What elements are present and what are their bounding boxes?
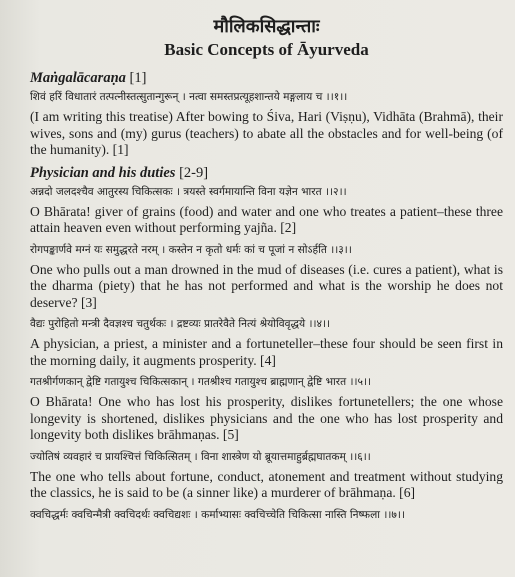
sanskrit-verse-6: ज्योतिषं व्यवहारं च प्रायश्चित्तं चिकित्सितम् । विना शास्त्रेण यो ब्रूयात्तमाहुर्ब्रह्मघातकम् ।।६।। [30, 450, 371, 463]
title-english: Basic Concepts of Āyurveda [164, 40, 369, 59]
translation-3: One who pulls out a man drowned in the mud of diseases (i.e. cures a patient), what is the dharma (piety) that he has not performed and what is the worship he does not deserve? [3] [30, 261, 503, 310]
section-heading-text: Maṅgalācaraṇa [30, 70, 126, 86]
sanskrit-verse-3: रोगपङ्कार्णवे मग्नं यः समुद्धरते नरम् । कस्तेन न कृतो धर्मः कां च पूजां न सोऽर्हति ।।३।। [30, 243, 352, 256]
section-verse-range: [1] [129, 70, 147, 86]
section-heading-mangalacarana [30, 70, 503, 87]
section-heading-physician [30, 165, 503, 182]
translation-5: O Bhārata! One who has lost his prosperity, dislikes fortunetellers; the one whose longevity is shortened, dislikes physicians and the one who has lost prosperity and longevity both dislikes brāhmaṇas. [5] [30, 394, 503, 442]
bleed-through-text [210, 0, 510, 60]
sanskrit-verse-5: गतश्रीर्गणकान् द्वेष्टि गतायुश्च चिकित्सकान् । गतश्रीश्च गतायुश्च ब्राह्मणान् द्वेष्टि भारत ।।५।। [30, 376, 372, 388]
translation-1: (I am writing this treatise) After bowing to Śiva, Hari (Viṣṇu), Vidhāta (Brahmā), their wives, sons and (my) gurus (teachers) to abate all the obstacles and for well-being (of the humanity). [1] [30, 109, 503, 157]
section-heading-text: Physician and his duties [30, 164, 176, 181]
sanskrit-verse-2: अन्नदो जलदश्चैव आतुरस्य चिकित्सकः । त्रयस्ते स्वर्गमायान्ति विना यज्ञेन भारत ।।२।। [30, 185, 347, 198]
sanskrit-verse-7: क्वचिद्धर्मः क्वचिन्मैत्री क्वचिदर्थः क्वचिद्यशः । कर्माभ्यासः क्वचिच्चेति चिकित्सा नास्ति निष्फला ।।७।। [30, 508, 405, 521]
translation-6: The one who tells about fortune, conduct, atonement and treatment without studying the classics, he is said to be (a sinner like) a murderer of brāhmaṇa. [6] [30, 468, 503, 500]
title-devanagari: मौलिकसिद्धान्ताः [213, 16, 320, 37]
sanskrit-verse-1: शिवं हरिं विधातारं तत्पत्नीस्तत्सुतान्गुरून् । नत्वा समस्तप्रत्यूहशान्तये मङ्गलाय च ।।१।। [30, 91, 348, 103]
translation-4: A physician, a priest, a minister and a fortuneteller–these four should be seen first in the morning daily, it augments prosperity. [4] [30, 336, 503, 368]
translation-2: O Bhārata! giver of grains (food) and water and one who treates a patient–these three attain heaven even without performing yajña. [2] [30, 203, 503, 235]
sanskrit-verse-4: वैद्यः पुरोहितो मन्त्री दैवज्ञश्च चतुर्थकः । द्रष्टव्यः प्रातरेवैते नित्यं श्रेयोविवृद्धये ।।४।। [30, 318, 331, 330]
section-verse-range: [2-9] [179, 164, 209, 181]
